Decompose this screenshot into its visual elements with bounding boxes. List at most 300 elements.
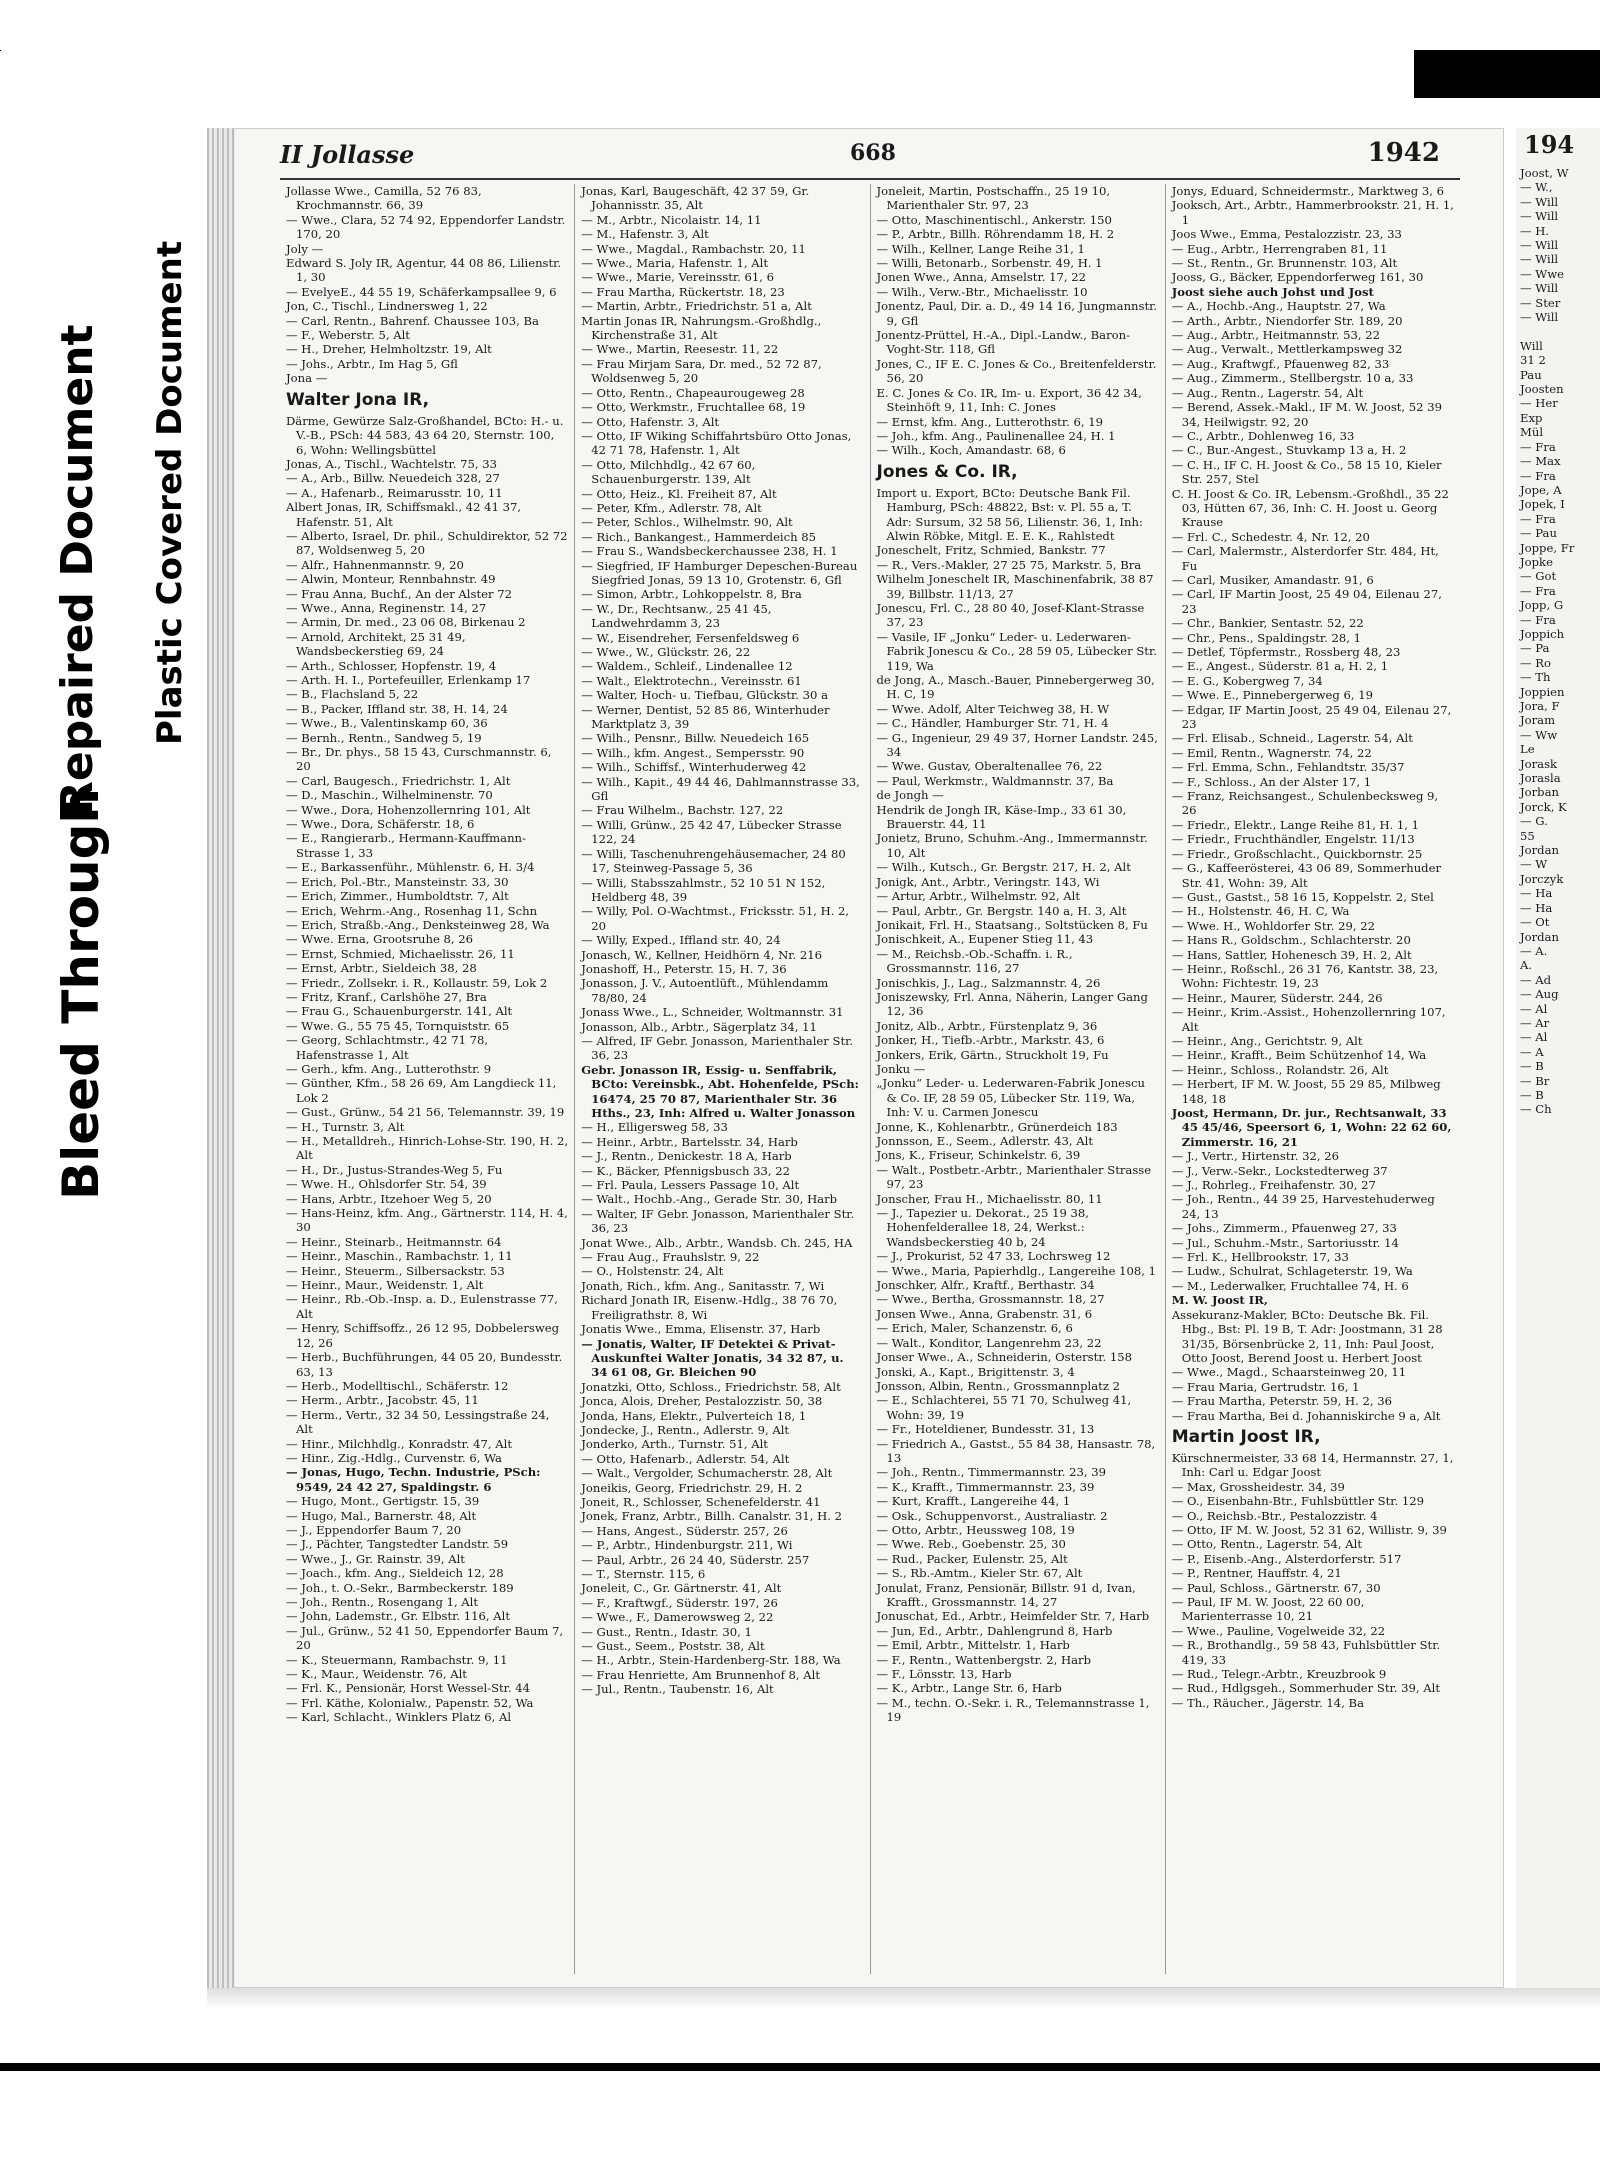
directory-entry: Jonatzki, Otto, Schloss., Friedrichstr. 58, Alt xyxy=(581,1379,841,1394)
next-page-line: — W xyxy=(1520,857,1548,872)
directory-entry: Jonischkis, J., Lag., Salzmannstr. 4, 26 xyxy=(876,975,1101,990)
next-page-line: Jorban xyxy=(1520,785,1559,800)
year: 1942 xyxy=(1367,138,1440,168)
directory-entry: — Hugo, Mal., Barnerstr. 48, Alt xyxy=(286,1508,477,1523)
directory-entry: — Alwin, Monteur, Rennbahnstr. 49 xyxy=(286,572,496,587)
directory-entry: Jonas, A., Tischl., Wachtelstr. 75, 33 xyxy=(286,456,498,471)
directory-entry: Jonschker, Alfr., Kraftf., Berthastr. 34 xyxy=(876,1278,1095,1293)
next-page-lines xyxy=(1520,166,1574,1117)
directory-entry: — Wwe., Bertha, Grossmannstr. 18, 27 xyxy=(876,1292,1105,1307)
directory-entry: — H., Metalldreh., Hinrich-Lohse-Str. 190, H. 2, Alt xyxy=(286,1134,569,1163)
directory-entry: — Hans, Sattler, Hohenesch 39, H. 2, Alt xyxy=(1171,947,1412,962)
next-page-line: Joppich xyxy=(1520,626,1565,641)
directory-entry: — Otto, IF M. W. Joost, 52 31 62, Willistr. 9, 39 xyxy=(1171,1522,1447,1537)
directory-entry: — Gust., Grünw., 54 21 56, Telemannstr. 39, 19 xyxy=(286,1105,565,1120)
directory-entry: — Frl. C., Schedestr. 4, Nr. 12, 20 xyxy=(1171,529,1370,544)
directory-entry: — Wilh., Verw.-Btr., Michaelisstr. 10 xyxy=(876,284,1088,299)
directory-entry: Jonath, Rich., kfm. Ang., Sanitasstr. 7, Wi xyxy=(581,1278,825,1293)
directory-entry: — A., Hafenarb., Reimarusstr. 10, 11 xyxy=(286,485,503,500)
directory-entry: — H., Dreher, Helmholtzstr. 19, Alt xyxy=(286,342,492,357)
directory-entry: — Wilh., kfm. Angest., Sempersstr. 90 xyxy=(581,745,805,760)
directory-entry: — Heinr., Arbtr., Bartelsstr. 34, Harb xyxy=(581,1134,798,1149)
directory-entry: — Jonatis, Walter, IF Detektei & Privat-Auskunftei Walter Jonatis, 34 32 87, u. 34 61 08, Gr. Bleichen 90 xyxy=(581,1336,844,1380)
directory-entry: — Jul., Rentn., Taubenstr. 16, Alt xyxy=(581,1682,774,1697)
next-page-line: — Will xyxy=(1520,310,1559,325)
directory-entry: — E., Schlachterei, 55 71 70, Schulweg 41, Wohn: 39, 19 xyxy=(876,1393,1132,1422)
directory-entry: — Frau Maria, Gertrudstr. 16, 1 xyxy=(1171,1379,1360,1394)
directory-entry: — Kurt, Krafft., Langereihe 44, 1 xyxy=(876,1494,1071,1509)
directory-entry: — Detlef, Töpfermstr., Rossberg 48, 23 xyxy=(1171,645,1401,659)
directory-entry: — Fritz, Kranf., Carlshöhe 27, Bra xyxy=(286,989,487,1004)
directory-entry: — Peter, Kfm., Adlerstr. 78, Alt xyxy=(581,500,762,515)
directory-entry: — O., Holstenstr. 24, Alt xyxy=(581,1264,724,1279)
directory-entry: — J., Vertr., Hirtenstr. 32, 26 xyxy=(1171,1149,1339,1164)
directory-entry: — E. G., Kobergweg 7, 34 xyxy=(1171,673,1323,688)
directory-entry: — P., Arbtr., Hindenburgstr. 211, Wi xyxy=(581,1538,793,1553)
directory-entry: Jonat Wwe., Alb., Arbtr., Wandsb. Ch. 245, HA xyxy=(581,1235,853,1250)
next-page-line: — Ar xyxy=(1520,1015,1550,1030)
directory-entry: — Arnold, Architekt, 25 31 49, Wandsbeckerstieg 69, 24 xyxy=(286,629,466,659)
directory-entry: — A., Arb., Billw. Neuedeich 328, 27 xyxy=(286,471,500,486)
directory-entry: — Wwe. H., Wohldorfer Str. 29, 22 xyxy=(1171,918,1375,933)
page-number: 668 xyxy=(850,140,896,166)
directory-entry: — Wwe., Magdal., Rambachstr. 20, 11 xyxy=(581,241,806,256)
directory-entry: — Walt., Postbetr.-Arbtr., Marienthaler Strasse 97, 23 xyxy=(876,1162,1152,1192)
directory-entry: E. C. Jones & Co. IR, Im- u. Export, 36 42 34, Steinhöft 9, 11, Inh: C. Jones xyxy=(876,385,1142,415)
directory-entry: Jonser Wwe., A., Schneiderin, Osterstr. 158 xyxy=(876,1350,1133,1365)
directory-entry: Jonderko, Arth., Turnstr. 51, Alt xyxy=(581,1437,768,1452)
directory-entry: — Carl, IF Martin Joost, 25 49 04, Eilenau 27, 23 xyxy=(1171,587,1442,616)
next-page-line: — Ha xyxy=(1520,886,1553,901)
directory-entry: — Frau G., Schauenburgerstr. 141, Alt xyxy=(286,1004,513,1019)
directory-entry: Jonasson, J. V., Autoentlüft., Mühlendamm 78/80, 24 xyxy=(581,976,829,1005)
directory-entry: — J., Rentn., Denickestr. 18 A, Harb xyxy=(581,1149,792,1164)
directory-entry: Joly — xyxy=(286,241,324,256)
next-page-line: Jorck, K xyxy=(1520,799,1567,814)
directory-entry: — H., Elligersweg 58, 33 xyxy=(581,1120,728,1135)
next-page-line: Will xyxy=(1520,338,1543,353)
directory-entry: — Otto, IF Wiking Schiffahrtsbüro Otto Jonas, 42 71 78, Hafenstr. 1, Alt xyxy=(581,428,852,458)
directory-entry: — H., Holstenstr. 46, H. C, Wa xyxy=(1171,904,1350,919)
directory-entry: — Jul., Schuhm.-Mstr., Sartoriusstr. 14 xyxy=(1171,1235,1399,1250)
next-page-line: Jopp, G xyxy=(1520,598,1564,613)
directory-entry: — B., Flachsland 5, 22 xyxy=(286,687,419,702)
directory-entry: — Frau Martha, Rückertstr. 18, 23 xyxy=(581,284,785,299)
directory-entry: — T., Sternstr. 115, 6 xyxy=(581,1567,706,1581)
directory-entry: — Otto, Rentn., Lagerstr. 54, Alt xyxy=(1171,1537,1362,1552)
directory-entry: — M., techn. O.-Sekr. i. R., Telemannstrasse 1, 19 xyxy=(876,1695,1150,1725)
directory-entry: — Otto, Hafenstr. 3, Alt xyxy=(581,414,720,429)
scanner-left-edge xyxy=(0,50,1,51)
directory-entry: Joost siehe auch Johst und Jost xyxy=(1171,284,1374,299)
next-page-line: Jordan xyxy=(1520,843,1559,858)
directory-entry: — Carl, Malermstr., Alsterdorfer Str. 484, Ht, Fu xyxy=(1171,544,1439,573)
directory-entry: — C., Bur.-Angest., Stuvkamp 13 a, H. 2 xyxy=(1171,443,1407,458)
directory-entry: Jonscher, Frau H., Michaelisstr. 80, 11 xyxy=(876,1191,1103,1206)
directory-entry: — Joh., Rentn., Timmermannstr. 23, 39 xyxy=(876,1465,1106,1480)
directory-entry: Jonski, A., Kapt., Brigittenstr. 3, 4 xyxy=(876,1364,1075,1379)
next-page-line: Jorask xyxy=(1520,756,1558,771)
directory-entry: — M., Hafenstr. 3, Alt xyxy=(581,227,709,242)
directory-entry: — W., Eisendreher, Fersenfeldsweg 6 xyxy=(581,630,800,645)
directory-entry: — M., Arbtr., Nicolaistr. 14, 11 xyxy=(581,212,762,227)
directory-entry: — Erich, Wehrm.-Ang., Rosenhag 11, Schn xyxy=(286,903,538,918)
directory-column xyxy=(280,184,575,1974)
next-page-line: — Al xyxy=(1520,1030,1548,1045)
directory-entry: — Frl. Käthe, Kolonialw., Papenstr. 52, Wa xyxy=(286,1695,534,1710)
directory-entry: — Frl. K., Pensionär, Horst Wessel-Str. 44 xyxy=(286,1681,531,1696)
directory-entry: — Wwe., Maria, Hafenstr. 1, Alt xyxy=(581,256,768,271)
directory-entry: — H., Dr., Justus-Strandes-Weg 5, Fu xyxy=(286,1162,503,1177)
next-page-line: — B xyxy=(1520,1059,1544,1074)
directory-entry: — Frl. Paula, Lessers Passage 10, Alt xyxy=(581,1178,800,1193)
directory-entry: — Frl. Emma, Schn., Fehlandtstr. 35/37 xyxy=(1171,760,1405,775)
directory-entry: — J., Pächter, Tangstedter Landstr. 59 xyxy=(286,1537,509,1552)
directory-entry: — Chr., Bankier, Sentastr. 52, 22 xyxy=(1171,616,1364,631)
directory-entry: — Arth. H. I., Portefeuiller, Erlenkamp 17 xyxy=(286,673,531,687)
directory-entry: — Alberto, Israel, Dr. phil., Schuldirektor, 52 72 87, Woldsenweg 5, 20 xyxy=(286,528,568,558)
next-page-line: — Will xyxy=(1520,238,1559,253)
next-page-line: — Ha xyxy=(1520,900,1553,915)
directory-entry: — Heinr., Krim.-Assist., Hohenzollernring 107, Alt xyxy=(1171,1005,1446,1034)
directory-entry: — K., Maur., Weidenstr. 76, Alt xyxy=(286,1667,467,1682)
directory-entry: — Joh., kfm. Ang., Paulinenallee 24, H. 1 xyxy=(876,428,1116,443)
directory-entry: — Henry, Schiffsoffz., 26 12 95, Dobbelersweg 12, 26 xyxy=(286,1321,560,1350)
next-page-line: — B xyxy=(1520,1087,1544,1102)
directory-entry: — Willy, Exped., Iffland str. 40, 24 xyxy=(581,933,781,948)
directory-entry: — Wwe., Dora, Hohenzollernring 101, Alt xyxy=(286,802,531,817)
directory-entry: — K., Bäcker, Pfennigsbusch 33, 22 xyxy=(581,1163,791,1178)
directory-entry: Jon, C., Tischl., Lindnersweg 1, 22 xyxy=(286,299,488,314)
directory-entry: — Carl, Rentn., Bahrenf. Chaussee 103, Ba xyxy=(286,313,539,328)
directory-entry: — Frau Martha, Bei d. Johanniskirche 9 a, Alt xyxy=(1171,1408,1441,1423)
directory-entry: — Wwe. Reb., Goebenstr. 25, 30 xyxy=(876,1537,1066,1552)
directory-entry: — EvelyeE., 44 55 19, Schäferkampsallee 9, 6 xyxy=(286,284,557,299)
directory-column xyxy=(871,184,1166,1974)
directory-entry: — Bernh., Rentn., Sandweg 5, 19 xyxy=(286,730,482,745)
directory-entry: — Ernst, kfm. Ang., Lutterothstr. 6, 19 xyxy=(876,414,1103,429)
directory-entry: — Wwe., W., Glückstr. 26, 22 xyxy=(581,645,751,659)
directory-entry: — Rud., Telegr.-Arbtr., Kreuzbrook 9 xyxy=(1171,1667,1387,1682)
directory-entry: — Otto, Hafenarb., Adlerstr. 54, Alt xyxy=(581,1451,790,1466)
directory-entry: — Herm., Arbtr., Jacobstr. 45, 11 xyxy=(286,1393,479,1408)
directory-entry: — Hinr., Zig.-Hdlg., Curvenstr. 6, Wa xyxy=(286,1450,502,1465)
directory-entry: — W., Dr., Rechtsanw., 25 41 45, Landwehrdamm 3, 23 xyxy=(581,601,772,631)
directory-entry: Jonasch, W., Kellner, Heidhörn 4, Nr. 216 xyxy=(581,947,822,962)
directory-entry: — P., Arbtr., Billh. Röhrendamm 18, H. 2 xyxy=(876,227,1115,242)
directory-entry: — Willy, Pol. O-Wachtmst., Fricksstr. 51, H. 2, 20 xyxy=(581,904,850,933)
next-page-line: — W., xyxy=(1520,180,1553,195)
next-page-line: 55 xyxy=(1520,828,1535,843)
directory-entry: — Artur, Arbtr., Wilhelmstr. 92, Alt xyxy=(876,889,1081,904)
directory-entry: Jonulat, Franz, Pensionär, Billstr. 91 d, Ivan, Krafft., Grossmannstr. 14, 27 xyxy=(876,1580,1136,1609)
directory-entry: — Chr., Pens., Spaldingstr. 28, 1 xyxy=(1171,630,1362,645)
directory-entry: — M., Reichsb.-Ob.-Schaffn. i. R., Grossmannstr. 116, 27 xyxy=(876,946,1073,976)
directory-entry: — Emil, Arbtr., Mittelstr. 1, Harb xyxy=(876,1638,1070,1653)
directory-entry: Richard Jonath IR, Eisenw.-Hdlg., 38 76 70, Freiligrathstr. 8, Wi xyxy=(581,1293,838,1322)
directory-entry: — Heinr., Ang., Gerichtstr. 9, Alt xyxy=(1171,1033,1363,1048)
directory-entry: — Eug., Arbtr., Herrengraben 81, 11 xyxy=(1171,241,1388,256)
next-page-line: Pau xyxy=(1520,367,1542,382)
directory-entry: — Frl. Elisab., Schneid., Lagerstr. 54, Alt xyxy=(1171,731,1413,746)
directory-entry: — Wilh., Kapit., 49 44 46, Dahlmannstrasse 33, Gfl xyxy=(581,774,860,804)
directory-entry: — Herb., Modelltischl., Schäferstr. 12 xyxy=(286,1378,509,1393)
directory-entry: Jonda, Hans, Elektr., Pulverteich 18, 1 xyxy=(581,1408,807,1423)
next-page-line: — Fra xyxy=(1520,511,1556,526)
directory-entry: — E., Rangierarb., Hermann-Kauffmann-Strasse 1, 33 xyxy=(286,831,526,860)
directory-entry: — Wwe. Gustav, Oberaltenallee 76, 22 xyxy=(876,759,1103,774)
next-page-line: Jorczyk xyxy=(1520,871,1564,886)
directory-entry: — Armin, Dr. med., 23 06 08, Birkenau 2 xyxy=(286,615,526,630)
directory-entry: — Heinr., Rb.-Ob.-Insp. a. D., Eulenstrasse 77, Alt xyxy=(286,1292,558,1321)
directory-entry: — R., Brothandlg., 59 58 43, Fuhlsbüttler Str. 419, 33 xyxy=(1171,1638,1441,1667)
next-page-line: — Ot xyxy=(1520,915,1550,930)
directory-entry: — M., Lederwalker, Fruchtallee 74, H. 6 xyxy=(1171,1278,1409,1293)
next-page-line: — Ad xyxy=(1520,972,1552,987)
directory-entry: — Wwe., Magd., Schaarsteinweg 20, 11 xyxy=(1171,1365,1407,1380)
directory-entry: Jonker, H., Tiefb.-Arbtr., Markstr. 43, 6 xyxy=(876,1033,1105,1048)
directory-entry: Jonku — xyxy=(876,1061,926,1076)
directory-entry: — F., Schloss., An der Alster 17, 1 xyxy=(1171,774,1372,789)
directory-entry: — P., Rentner, Hauffstr. 4, 21 xyxy=(1171,1566,1342,1581)
directory-entry: — Max, Grossheidestr. 34, 39 xyxy=(1171,1479,1345,1494)
directory-entry: — Carl, Musiker, Amandastr. 91, 6 xyxy=(1171,572,1374,587)
directory-entry: — Gust., Seem., Poststr. 38, Alt xyxy=(581,1639,765,1654)
next-page-line: — Pa xyxy=(1520,641,1550,656)
directory-entry: — Jun, Ed., Arbtr., Dahlengrund 8, Harb xyxy=(876,1623,1113,1638)
section-title: II Jollasse xyxy=(280,140,415,169)
directory-entry: — P., Eisenb.-Ang., Alsterdorferstr. 517 xyxy=(1171,1551,1402,1566)
directory-entry: Import u. Export, BCto: Deutsche Bank Fil. Hamburg, PSch: 48822, Bst: v. Pl. 55 a, T. Adr: Sursum, 32 58 56, Lilienstr. 36, 1, Inh: Alwin Röbke, Mitgl. E. E. K., Rahlstedt xyxy=(876,485,1143,543)
directory-entry: — Friedr., Großschlacht., Quickbornstr. 25 xyxy=(1171,846,1423,861)
directory-entry: — Willi, Betonarb., Sorbenstr. 49, H. 1 xyxy=(876,256,1103,271)
directory-entry: — Joh., Rentn., Rosengang 1, Alt xyxy=(286,1595,479,1609)
directory-entry: — Wwe., Marie, Vereinsstr. 61, 6 xyxy=(581,270,774,285)
directory-entry: Jonasson, Alb., Arbtr., Sägerplatz 34, 11 xyxy=(581,1019,817,1034)
directory-entry: — Aug., Rentn., Lagerstr. 54, Alt xyxy=(1171,385,1364,400)
directory-column xyxy=(575,184,870,1974)
directory-entry: Kürschnermeister, 33 68 14, Hermannstr. 27, 1, Inh: Carl u. Edgar Joost xyxy=(1171,1450,1454,1480)
directory-entry: — Karl, Schlacht., Winklers Platz 6, Al xyxy=(286,1710,512,1725)
next-page-line: — G. xyxy=(1520,814,1548,829)
directory-entry: — Ernst, Arbtr., Sieldeich 38, 28 xyxy=(286,961,477,976)
directory-entry: — Alfred, IF Gebr. Jonasson, Marienthaler Str. 36, 23 xyxy=(581,1033,854,1063)
directory-entry: — Erich, Straßb.-Ang., Denksteinweg 28, Wa xyxy=(286,917,550,932)
directory-entry: Därme, Gewürze Salz-Großhandel, BCto: H.- u. V.-B., PSch: 44 583, 43 64 20, Sternstr. 100, 6, Wohn: Wellingsbüttel xyxy=(286,413,564,457)
directory-entry: — Frau Martha, Peterstr. 59, H. 2, 36 xyxy=(1171,1394,1392,1409)
directory-entry: — Hinr., Milchhdlg., Konradstr. 47, Alt xyxy=(286,1436,512,1451)
directory-entry: Jona — xyxy=(286,371,328,386)
directory-entry: — Frau Anna, Buchf., An der Alster 72 xyxy=(286,586,512,601)
directory-entry: Jonentz, Paul, Dir. a. D., 49 14 16, Jungmannstr. 9, Gfl xyxy=(876,299,1158,328)
directory-entry: — Walt., Hochb.-Ang., Gerade Str. 30, Harb xyxy=(581,1192,838,1207)
directory-entry: — Gust., Gastst., 58 16 15, Koppelstr. 2, Stel xyxy=(1171,889,1434,904)
directory-entry: Joneleit, Martin, Postschaffn., 25 19 10, Marienthaler Str. 97, 23 xyxy=(876,184,1111,213)
directory-entry: Jonikait, Frl. H., Staatsang., Soltstücken 8, Fu xyxy=(876,917,1148,932)
directory-entry: Martin Joost IR, xyxy=(1171,1426,1321,1447)
directory-entry: — Paul, Arbtr., 26 24 40, Süderstr. 257 xyxy=(581,1552,810,1567)
next-page-line: — Fra xyxy=(1520,612,1556,627)
scanner-edge-black xyxy=(1414,50,1600,98)
repaired-document-label: Repaired Document xyxy=(52,324,103,815)
directory-entry: — Aug., Kraftwgf., Pfauenweg 82, 33 xyxy=(1171,356,1390,371)
directory-entry: — O., Reichsb.-Btr., Pestalozzistr. 4 xyxy=(1171,1508,1378,1523)
next-page-line: — Will xyxy=(1520,194,1559,209)
directory-entry: Jonnsson, E., Seem., Adlerstr. 43, Alt xyxy=(876,1134,1094,1148)
directory-entry: — Paul, IF M. W. Joost, 22 60 00, Marienterrasse 10, 21 xyxy=(1171,1595,1365,1624)
next-page-line: — Al xyxy=(1520,1001,1548,1016)
directory-entry: — Aug., Verwalt., Mettlerkampsweg 32 xyxy=(1171,342,1403,357)
directory-entry: — Br., Dr. phys., 58 15 43, Curschmannstr. 6, 20 xyxy=(286,745,552,774)
directory-entry: — Otto, Arbtr., Heussweg 108, 19 xyxy=(876,1522,1075,1537)
directory-entry: — Erich, Maler, Schanzenstr. 6, 6 xyxy=(876,1321,1073,1336)
page-bottom-shadow xyxy=(207,1988,1600,2008)
next-page-line: — Aug xyxy=(1520,987,1559,1002)
directory-entry: — Jonas, Hugo, Techn. Industrie, PSch: 9549, 24 42 27, Spaldingstr. 6 xyxy=(286,1465,541,1494)
directory-entry: — Franz, Reichsangest., Schulenbecksweg 9, 26 xyxy=(1171,789,1439,818)
directory-entry: — A., Hochb.-Ang., Hauptstr. 27, Wa xyxy=(1171,299,1386,314)
next-page-line: A. xyxy=(1520,958,1533,973)
directory-entry: — Rud., Hdlgsgeh., Sommerhuder Str. 39, Alt xyxy=(1171,1681,1440,1696)
directory-entry: Joost, Hermann, Dr. jur., Rechtsanwalt, 33 45 45/46, Speersort 6, 1, Wohn: 22 62 60, Zimmerstr. 16, 21 xyxy=(1171,1106,1452,1149)
directory-entry: — Vasile, IF „Jonku“ Leder- u. Lederwaren-Fabrik Jonescu & Co., 28 59 05, Lübecker Str. 119, Wa xyxy=(876,629,1157,673)
directory-entry: — K., Krafft., Timmermannstr. 23, 39 xyxy=(876,1479,1095,1494)
directory-entry: Jondecke, J., Rentn., Adlerstr. 9, Alt xyxy=(581,1422,790,1437)
directory-entry: — Ludw., Schulrat, Schlageterstr. 19, Wa xyxy=(1171,1264,1413,1279)
directory-entry: Joniszewsky, Frl. Anna, Näherin, Langer Gang 12, 36 xyxy=(876,989,1148,1019)
directory-entry: Jonischkeit, A., Eupener Stieg 11, 43 xyxy=(876,932,1094,947)
directory-entry: Jonen Wwe., Anna, Amselstr. 17, 22 xyxy=(876,270,1086,285)
directory-entry: Walter Jona IR, xyxy=(286,389,430,410)
directory-entry: — H., Turnstr. 3, Alt xyxy=(286,1119,405,1134)
plastic-covered-label: Plastic Covered Document xyxy=(150,240,190,745)
directory-entry: — Wilh., Pensnr., Billw. Neuedeich 165 xyxy=(581,731,810,746)
directory-entry: — Wwe., F., Damerowsweg 2, 22 xyxy=(581,1610,774,1625)
directory-entry: — Heinr., Steinarb., Heitmannstr. 64 xyxy=(286,1234,502,1249)
next-page-line: — Her xyxy=(1520,396,1558,411)
directory-entry: — Rich., Bankangest., Hammerdeich 85 xyxy=(581,529,817,544)
directory-entry: M. W. Joost IR, xyxy=(1171,1293,1268,1308)
directory-entry: Jonkers, Erik, Gärtn., Struckholt 19, Fu xyxy=(876,1047,1109,1062)
directory-entry: Joneschelt, Fritz, Schmied, Bankstr. 77 xyxy=(876,543,1106,558)
scanner-bottom-bar xyxy=(0,2063,1600,2071)
directory-entry: — Wilh., Kellner, Lange Reihe 31, 1 xyxy=(876,241,1085,256)
directory-entry: — Paul, Werkmstr., Waldmannstr. 37, Ba xyxy=(876,773,1114,788)
directory-entry: — Wwe., Anna, Reginenstr. 14, 27 xyxy=(286,600,487,615)
directory-entry: — Walter, IF Gebr. Jonasson, Marienthaler Str. 36, 23 xyxy=(581,1206,855,1236)
directory-entry: — Siegfried, IF Hamburger Depeschen-Bureau Siegfried Jonas, 59 13 10, Grotenstr. 6, Gfl xyxy=(581,558,858,587)
directory-entry: Assekuranz-Makler, BCto: Deutsche Bk. Fil. Hbg., Bst: Pl. 19 B, T. Adr: Joostmann, 31 28 31/35, Börsenbrücke 2, 11, Inh: Paul Joost, Otto Joost, Berend Joost u. Herbert Joost xyxy=(1171,1307,1443,1365)
directory-entry: — Werner, Dentist, 52 85 86, Winterhuder Marktplatz 3, 39 xyxy=(581,702,830,732)
next-page-line: Jopke xyxy=(1520,554,1553,569)
directory-entry: — Emil, Rentn., Wagnerstr. 74, 22 xyxy=(1171,745,1372,760)
directory-entry: Edward S. Joly IR, Agentur, 44 08 86, Lilienstr. 1, 30 xyxy=(286,256,562,285)
directory-entry: — Wwe., Maria, Papierhdlg., Langereihe 108, 1 xyxy=(876,1263,1157,1278)
directory-entry: — Heinr., Maur., Weidenstr. 1, Alt xyxy=(286,1278,484,1293)
directory-entry: — Rud., Packer, Eulenstr. 25, Alt xyxy=(876,1551,1068,1566)
directory-entry: — Frau Mirjam Sara, Dr. med., 52 72 87, Woldsenweg 5, 20 xyxy=(581,356,822,386)
directory-entry: — Hans, Angest., Süderstr. 257, 26 xyxy=(581,1523,788,1538)
directory-entry: Jonentz-Prüttel, H.-A., Dipl.-Landw., Baron-Voght-Str. 118, Gfl xyxy=(876,328,1130,357)
directory-entry: — Arth., Schlosser, Hopfenstr. 19, 4 xyxy=(286,658,497,673)
next-page-line: Joosten xyxy=(1520,382,1564,397)
directory-entry: — Alfr., Hahnenmannstr. 9, 20 xyxy=(286,557,464,572)
directory-entry: — Wwe., J., Gr. Rainstr. 39, Alt xyxy=(286,1551,465,1566)
next-page-line: 31 2 xyxy=(1520,353,1546,368)
next-page-line: — Pau xyxy=(1520,526,1557,541)
directory-entry: — Heinr., Maurer, Süderstr. 244, 26 xyxy=(1171,990,1383,1005)
next-page-line: Jope, A xyxy=(1520,482,1562,497)
directory-entry: — Friedr., Zollsekr. i. R., Kollaustr. 59, Lok 2 xyxy=(286,975,548,990)
directory-entry: — St., Rentn., Gr. Brunnenstr. 103, Alt xyxy=(1171,256,1398,271)
directory-entry: — C., Arbtr., Dohlenweg 16, 33 xyxy=(1171,428,1355,443)
next-page-line: — Will xyxy=(1520,281,1559,296)
next-page-line: — Max xyxy=(1520,454,1561,469)
directory-entry: — Frau Henriette, Am Brunnenhof 8, Alt xyxy=(581,1667,821,1682)
directory-entry: — Günther, Kfm., 58 26 69, Am Langdieck 11, Lok 2 xyxy=(286,1076,557,1105)
directory-entry: — Heinr., Roßschl., 26 31 76, Kantstr. 38, 23, Wohn: Fichtestr. 19, 23 xyxy=(1171,961,1439,991)
next-page-line: — A xyxy=(1520,1044,1544,1059)
directory-entry: — Herm., Vertr., 32 34 50, Lessingstraße 24, Alt xyxy=(286,1407,550,1437)
bleed-through-label: Bleed Through xyxy=(52,788,110,1200)
directory-entry: — Carl, Baugesch., Friedrichstr. 1, Alt xyxy=(286,773,511,788)
next-page-line: Joost, W xyxy=(1520,166,1569,180)
next-page-line: — Th xyxy=(1520,670,1551,685)
directory-entry: — Peter, Schlos., Wilhelmstr. 90, Alt xyxy=(581,515,793,530)
directory-entry: Albert Jonas, IR, Schiffsmakl., 42 41 37, Hafenstr. 51, Alt xyxy=(286,500,522,529)
next-page-line: Mül xyxy=(1520,425,1544,440)
directory-entry: — Otto, Werkmstr., Fruchtallee 68, 19 xyxy=(581,400,806,415)
directory-entry: — Wilh., Kutsch., Gr. Bergstr. 217, H. 2, Alt xyxy=(876,860,1131,875)
directory-entry: Jonashoff, H., Peterstr. 15, H. 7, 36 xyxy=(581,961,787,976)
directory-entry: — John, Lademstr., Gr. Elbstr. 116, Alt xyxy=(286,1609,511,1624)
directory-entry: — Frau S., Wandsbeckerchaussee 238, H. 1 xyxy=(581,544,838,559)
directory-entry: „Jonku“ Leder- u. Lederwaren-Fabrik Jonescu & Co. IF, 28 59 05, Lübecker Str. 119, Wa, Inh: V. u. Carmen Jonescu xyxy=(876,1076,1145,1120)
directory-entry: — F., Weberstr. 5, Alt xyxy=(286,328,410,343)
directory-entry: Jones & Co. IR, xyxy=(876,461,1018,482)
next-page-line: Joppien xyxy=(1520,684,1565,699)
directory-entry: — Wwe., Dora, Schäferstr. 18, 6 xyxy=(286,817,475,832)
directory-entry: — Hans R., Goldschm., Schlachterstr. 20 xyxy=(1171,933,1411,948)
directory-entry: — Joh., t. O.-Sekr., Barmbeckerstr. 189 xyxy=(286,1580,514,1595)
directory-entry: — B., Packer, Iffland str. 38, H. 14, 24 xyxy=(286,701,508,716)
next-page-line: Le xyxy=(1520,742,1535,757)
directory-entry: — Frau Wilhelm., Bachstr. 127, 22 xyxy=(581,803,784,818)
directory-entry: — Th., Räucher., Jägerstr. 14, Ba xyxy=(1171,1695,1364,1710)
directory-entry: de Jongh — xyxy=(876,788,944,803)
directory-entry: — Joach., kfm. Ang., Sieldeich 12, 28 xyxy=(286,1566,504,1581)
next-page-line: Jordan xyxy=(1520,929,1559,944)
directory-entry: — Wwe., Clara, 52 74 92, Eppendorfer Landstr. 170, 20 xyxy=(286,212,566,242)
directory-entry: — F., Lönsstr. 13, Harb xyxy=(876,1667,1012,1682)
next-page-line: — Fra xyxy=(1520,468,1556,483)
directory-entry: — Wilh., Schiffsf., Winterhuderweg 42 xyxy=(581,760,807,775)
directory-entry: Jooksch, Art., Arbtr., Hammerbrookstr. 21, H. 1, 1 xyxy=(1171,198,1454,227)
directory-entry: — G., Kaffeerösterei, 43 06 89, Sommerhuder Str. 41, Wohn: 39, Alt xyxy=(1171,861,1442,890)
next-page-line: — Will xyxy=(1520,209,1559,224)
directory-entry: — K., Steuermann, Rambachstr. 9, 11 xyxy=(286,1652,508,1667)
directory-entry: — Erich, Pol.-Btr., Mansteinstr. 33, 30 xyxy=(286,874,509,889)
directory-entry: — Herbert, IF M. W. Joost, 55 29 85, Milbweg 148, 18 xyxy=(1171,1077,1441,1106)
directory-entry: — Johs., Arbtr., Im Hag 5, Gfl xyxy=(286,356,458,371)
directory-entry: — E., Barkassenführ., Mühlenstr. 6, H. 3/4 xyxy=(286,860,535,875)
directory-entry: Jonass Wwe., L., Schneider, Woltmannstr. 31 xyxy=(581,1005,844,1020)
directory-entry: — D., Maschin., Wilhelminenstr. 70 xyxy=(286,788,493,803)
next-page-line: Joram xyxy=(1520,713,1556,728)
directory-entry: — Wwe. Adolf, Alter Teichweg 38, H. W xyxy=(876,701,1110,716)
directory-entry: Jones, C., IF E. C. Jones & Co., Breitenfelderstr. 56, 20 xyxy=(876,356,1157,386)
directory-entry: — S., Rb.-Amtm., Kieler Str. 67, Alt xyxy=(876,1566,1083,1581)
